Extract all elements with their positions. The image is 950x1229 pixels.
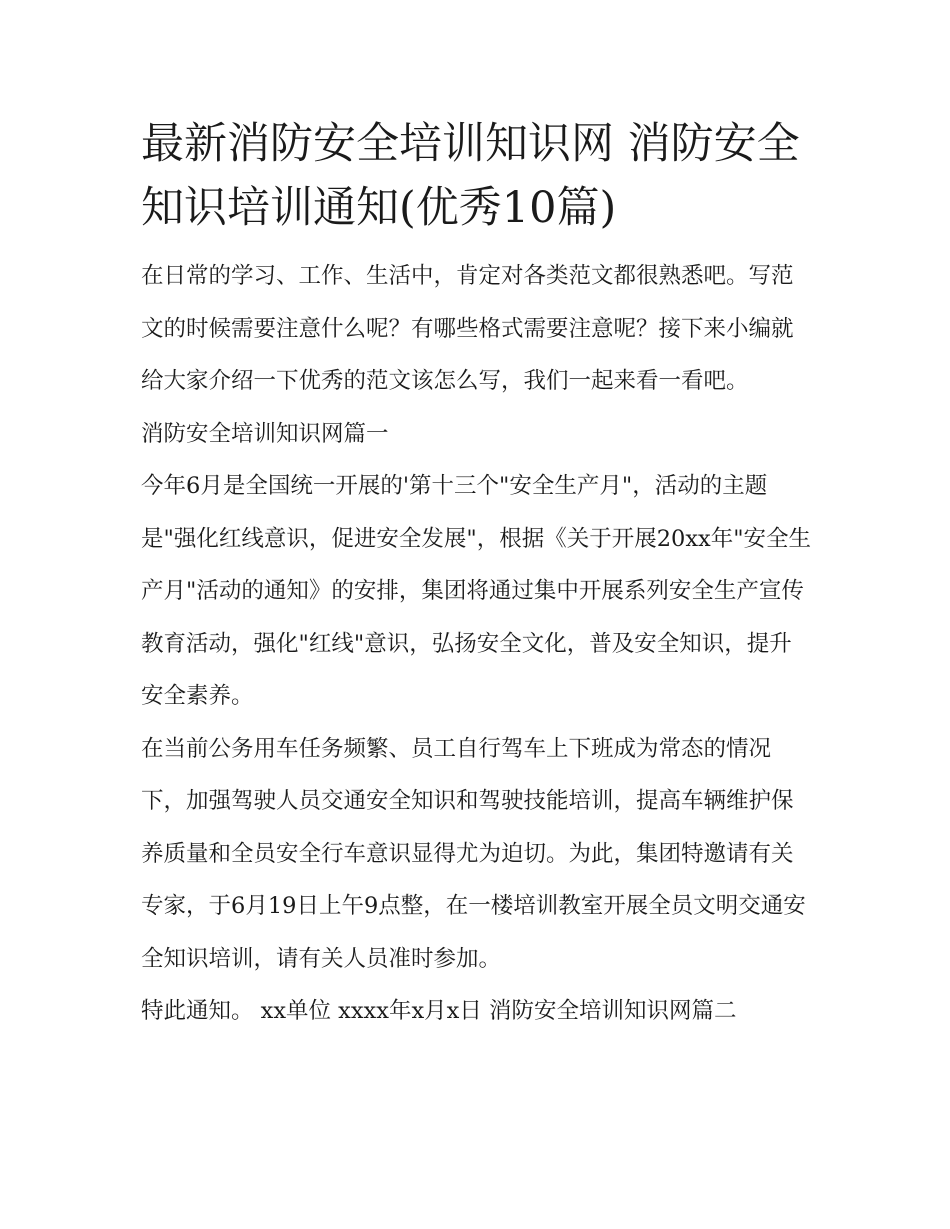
body-paragraph: 今年6月是全国统一开展的'第十三个"安全生产月"，活动的主题是"强化红线意识，促进安全发展"，根据《关于开展20xx年"安全生产月"活动的通知》的安排，集团将通过集中开展系列安全生产宣传教育活动，强化"红线"意识，弘扬安全文化，普及安全知识，提升安全素养。: [141, 473, 812, 709]
section-heading-1: 消防安全培训知识网篇一: [141, 420, 389, 447]
document-title: 最新消防安全培训知识网 消防安全知识培训通知(优秀10篇): [141, 119, 800, 233]
body-paragraph: 在当前公务用车任务频繁、员工自行驾车上下班成为常态的情况下，加强驾驶人员交通安全知识和驾驶技能培训，提高车辆维护保养质量和全员安全行车意识显得尤为迫切。为此，集团特邀请有关专家，于6月19日上午9点整，在一楼培训教室开展全员文明交通安全知识培训，请有关人员准时参加。: [141, 735, 806, 972]
intro-paragraph: 在日常的学习、工作、生活中，肯定对各类范文都很熟悉吧。写范文的时候需要注意什么呢？有哪些格式需要注意呢？接下来小编就给大家介绍一下优秀的范文该怎么写，我们一起来看一看吧。: [141, 263, 794, 394]
closing-paragraph: 特此通知。 xx单位 xxxx年x月x日 消防安全培训知识网篇二: [141, 998, 737, 1024]
document-page: [141, 112, 813, 1038]
